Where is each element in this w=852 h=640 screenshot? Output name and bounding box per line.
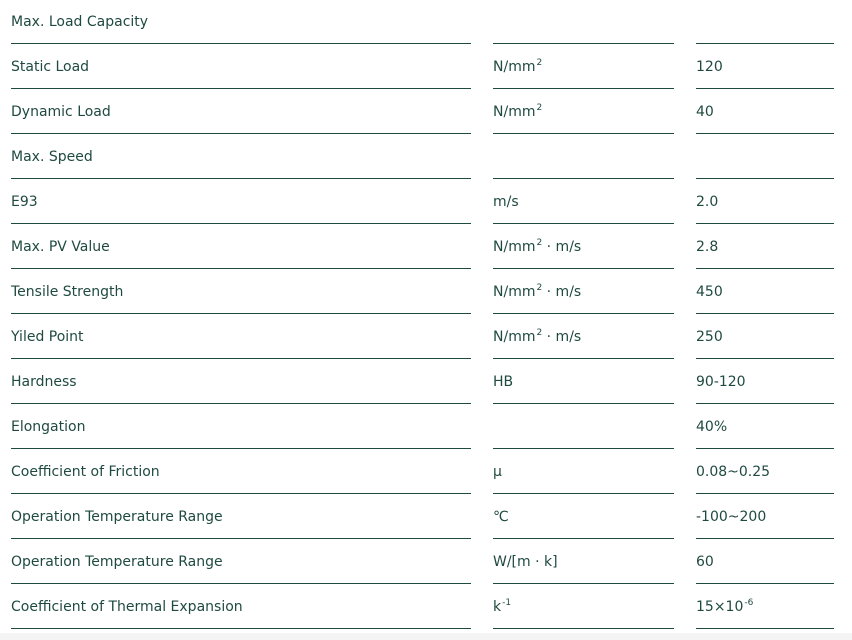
value-cell (696, 585, 834, 629)
property-label-cell (11, 360, 471, 404)
value-cell (696, 225, 834, 269)
value-text (696, 285, 723, 299)
unit-text (493, 60, 542, 74)
unit-text (493, 555, 558, 569)
property-label: Max. Speed (11, 149, 93, 165)
unit-text (493, 285, 581, 299)
property-label: Yiled Point (11, 329, 84, 345)
unit-tail: · m/s (542, 239, 582, 255)
property-label: Max. PV Value (11, 239, 110, 255)
unit-base: N/mm (493, 59, 536, 75)
value-text (696, 60, 723, 74)
value-text (696, 555, 714, 569)
value-base: 90-120 (696, 374, 746, 390)
value-cell (696, 315, 834, 359)
unit-superscript: 2 (536, 283, 543, 293)
property-label-cell (11, 225, 471, 269)
value-cell (696, 270, 834, 314)
table-row (0, 540, 852, 585)
unit-cell (493, 315, 674, 359)
unit-cell (493, 180, 674, 224)
unit-base: HB (493, 374, 514, 390)
unit-text (493, 465, 502, 479)
value-cell (696, 135, 834, 179)
unit-text (493, 330, 581, 344)
unit-superscript: 2 (536, 103, 543, 113)
property-label-cell (11, 45, 471, 89)
value-cell (696, 495, 834, 539)
unit-cell (493, 360, 674, 404)
table-row (0, 405, 852, 450)
property-label: Dynamic Load (11, 104, 111, 120)
value-text (696, 600, 753, 614)
property-label-cell (11, 585, 471, 629)
property-label: E93 (11, 194, 38, 210)
unit-superscript: 2 (536, 328, 543, 338)
unit-text (493, 375, 513, 389)
value-text (696, 465, 770, 479)
unit-cell (493, 405, 674, 449)
unit-cell (493, 270, 674, 314)
table-row (0, 225, 852, 270)
property-label-cell (11, 450, 471, 494)
value-text (696, 240, 718, 254)
value-base: 2.0 (696, 194, 719, 210)
property-label: Static Load (11, 59, 90, 75)
table-row (0, 270, 852, 315)
value-base: 250 (696, 329, 723, 345)
table-row (0, 180, 852, 225)
property-label: Coefficient of Thermal Expansion (11, 599, 243, 615)
unit-cell (493, 585, 674, 629)
unit-base: k (493, 599, 502, 615)
property-label-cell (11, 270, 471, 314)
unit-superscript: 2 (536, 238, 543, 248)
table-row (0, 495, 852, 540)
property-label: Operation Temperature Range (11, 509, 223, 525)
table-row (0, 90, 852, 135)
property-label-cell (11, 90, 471, 134)
unit-text (493, 105, 542, 119)
unit-base: N/mm (493, 239, 536, 255)
table-row (0, 585, 852, 630)
value-cell (696, 0, 834, 44)
value-cell (696, 360, 834, 404)
unit-text (493, 510, 509, 524)
property-label-cell (11, 0, 471, 44)
unit-cell (493, 450, 674, 494)
value-cell (696, 180, 834, 224)
value-base: 120 (696, 59, 723, 75)
unit-cell (493, 90, 674, 134)
value-cell (696, 45, 834, 89)
unit-base: μ (493, 464, 502, 480)
value-text (696, 195, 718, 209)
value-cell (696, 540, 834, 584)
unit-cell (493, 495, 674, 539)
value-base: 60 (696, 554, 714, 570)
value-base: 450 (696, 284, 723, 300)
table-row (0, 45, 852, 90)
property-label: Coefficient of Friction (11, 464, 160, 480)
property-label-cell (11, 180, 471, 224)
value-cell (696, 90, 834, 134)
property-label-cell (11, 495, 471, 539)
property-label-cell (11, 135, 471, 179)
property-label: Hardness (11, 374, 77, 390)
value-base: 40% (696, 419, 728, 435)
unit-base: N/mm (493, 329, 536, 345)
value-base: 15×10 (696, 599, 744, 615)
value-base: 0.08~0.25 (696, 464, 771, 480)
value-text (696, 330, 723, 344)
value-base: 2.8 (696, 239, 719, 255)
unit-base: W/[m · k] (493, 554, 558, 570)
bottom-strip (0, 633, 852, 640)
value-text (696, 420, 727, 434)
table-row (0, 135, 852, 180)
unit-cell (493, 45, 674, 89)
unit-cell (493, 0, 674, 44)
unit-tail: · m/s (542, 329, 582, 345)
unit-text (493, 600, 511, 614)
table-row (0, 315, 852, 360)
unit-superscript: -1 (502, 598, 512, 608)
unit-tail: · m/s (542, 284, 582, 300)
value-text (696, 105, 714, 119)
property-label-cell (11, 540, 471, 584)
unit-base: m/s (493, 194, 519, 210)
value-cell (696, 450, 834, 494)
property-label-cell (11, 405, 471, 449)
property-label: Operation Temperature Range (11, 554, 223, 570)
value-text (696, 375, 746, 389)
unit-cell (493, 225, 674, 269)
property-label: Tensile Strength (11, 284, 124, 300)
table-row (0, 360, 852, 405)
unit-base: N/mm (493, 104, 536, 120)
value-superscript: -6 (744, 598, 754, 608)
table-row (0, 450, 852, 495)
unit-text (493, 240, 581, 254)
value-text (696, 510, 766, 524)
unit-cell (493, 135, 674, 179)
value-base: -100~200 (696, 509, 767, 525)
value-cell (696, 405, 834, 449)
property-label-cell (11, 315, 471, 359)
unit-base: N/mm (493, 284, 536, 300)
unit-base: ℃ (493, 509, 509, 525)
unit-cell (493, 540, 674, 584)
property-label: Elongation (11, 419, 86, 435)
unit-text (493, 195, 519, 209)
property-label: Max. Load Capacity (11, 14, 149, 30)
table-row (0, 0, 852, 45)
value-base: 40 (696, 104, 714, 120)
unit-superscript: 2 (536, 58, 543, 68)
